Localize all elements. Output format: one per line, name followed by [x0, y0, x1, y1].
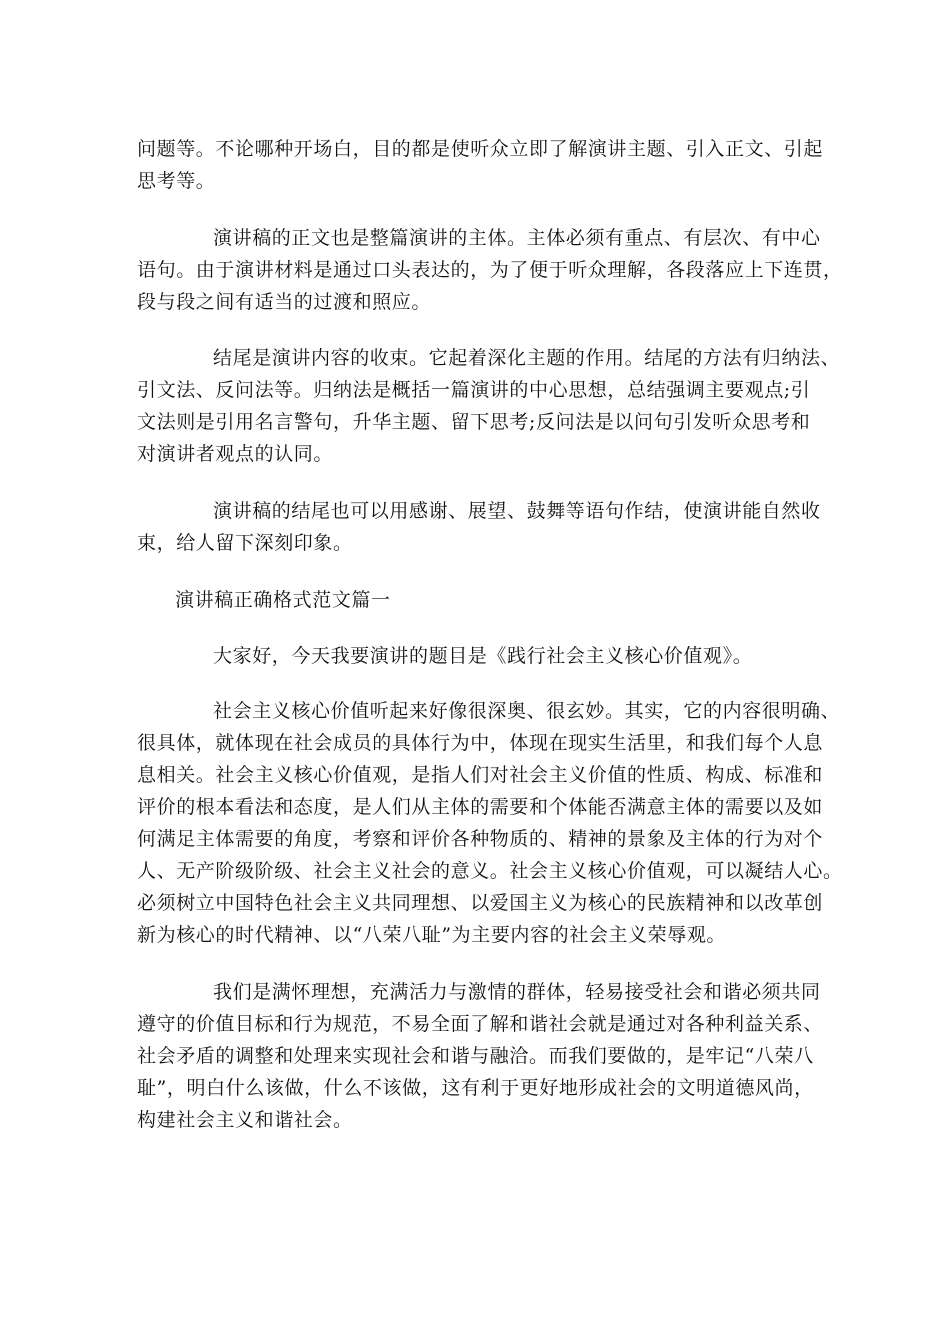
- paragraph-8-line-4: 耻”，明白什么该做，什么不该做，这有利于更好地形成社会的文明道德风尚，: [137, 1077, 814, 1099]
- paragraph-4-line-2: 束，给人留下深刻印象。: [137, 532, 353, 554]
- paragraph-3-line-3: 文法则是引用名言警句，升华主题、留下思考;反问法是以问句引发听众思考和: [137, 411, 811, 433]
- paragraph-2-line-3: 段与段之间有适当的过渡和照应。: [137, 291, 432, 313]
- paragraph-2-line-1: 演讲稿的正文也是整篇演讲的主体。主体必须有重点、有层次、有中心: [213, 227, 821, 249]
- paragraph-8-line-5: 构建社会主义和谐社会。: [137, 1109, 353, 1131]
- paragraph-7-line-1: 社会主义核心价值听起来好像很深奥、很玄妙。其实，它的内容很明确、: [213, 700, 841, 722]
- paragraph-1-line-1: 问题等。不论哪种开场白，目的都是使听众立即了解演讲主题、引入正文、引起: [137, 138, 824, 160]
- paragraph-7-line-8: 新为核心的时代精神、以“八荣八耻”为主要内容的社会主义荣辱观。: [137, 924, 727, 946]
- paragraph-8-line-2: 遵守的价值目标和行为规范，不易全面了解和谐社会就是通过对各种利益关系、: [137, 1013, 824, 1035]
- paragraph-8-line-1: 我们是满怀理想，充满活力与激情的群体，轻易接受社会和谐必须共同: [213, 981, 821, 1003]
- section-heading: 演讲稿正确格式范文篇一: [175, 589, 391, 611]
- paragraph-7-line-7: 必须树立中国特色社会主义共同理想、以爱国主义为核心的民族精神和以改革创: [137, 892, 824, 914]
- paragraph-3-line-1: 结尾是演讲内容的收束。它起着深化主题的作用。结尾的方法有归纳法、: [213, 347, 841, 369]
- paragraph-1-line-2: 思考等。: [137, 170, 216, 192]
- paragraph-7-line-3: 息相关。社会主义核心价值观，是指人们对社会主义价值的性质、构成、标准和: [137, 764, 824, 786]
- paragraph-6-line-1: 大家好，今天我要演讲的题目是《践行社会主义核心价值观》。: [213, 645, 753, 667]
- paragraph-7-line-2: 很具体，就体现在社会成员的具体行为中，体现在现实生活里，和我们每个人息: [137, 732, 824, 754]
- paragraph-3-line-2: 引文法、反问法等。归纳法是概括一篇演讲的中心思想，总结强调主要观点;引: [137, 379, 811, 401]
- paragraph-7-line-6: 人、无产阶级阶级、社会主义社会的意义。社会主义核心价值观，可以凝结人心。: [137, 860, 843, 882]
- paragraph-3-line-4: 对演讲者观点的认同。: [137, 443, 334, 465]
- paragraph-2-line-2: 语句。由于演讲材料是通过口头表达的，为了便于听众理解，各段落应上下连贯，: [137, 259, 843, 281]
- paragraph-4-line-1: 演讲稿的结尾也可以用感谢、展望、鼓舞等语句作结，使演讲能自然收: [213, 500, 821, 522]
- paragraph-7-line-5: 何满足主体需要的角度，考察和评价各种物质的、精神的景象及主体的行为对个: [137, 828, 824, 850]
- paragraph-8-line-3: 社会矛盾的调整和处理来实现社会和谐与融洽。而我们要做的，是牢记“八荣八: [137, 1045, 814, 1067]
- paragraph-7-line-4: 评价的根本看法和态度，是人们从主体的需要和个体能否满意主体的需要以及如: [137, 796, 824, 818]
